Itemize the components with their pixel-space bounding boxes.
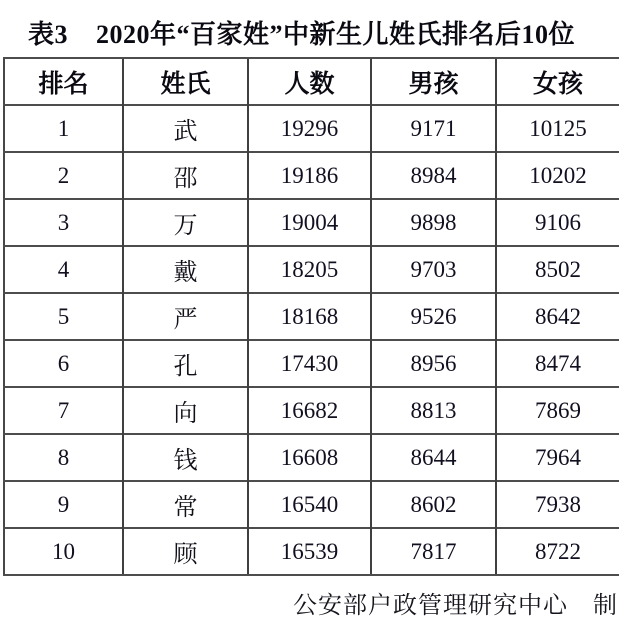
boys-cell: 7817	[371, 528, 496, 575]
girls-cell: 8722	[496, 528, 619, 575]
boys-cell: 8602	[371, 481, 496, 528]
boys-cell: 9526	[371, 293, 496, 340]
rank-cell: 1	[4, 105, 123, 152]
title-text: 2020年“百家姓”中新生儿姓氏排名后10位	[96, 20, 576, 49]
rank-cell: 6	[4, 340, 123, 387]
girls-cell: 7938	[496, 481, 619, 528]
header-boys: 男孩	[371, 58, 496, 105]
table-row	[4, 152, 619, 199]
surname-cell: 常	[123, 481, 248, 528]
surname-cell: 万	[123, 199, 248, 246]
girls-cell: 10125	[496, 105, 619, 152]
rank-cell: 8	[4, 434, 123, 481]
boys-cell: 8984	[371, 152, 496, 199]
surname-cell: 孔	[123, 340, 248, 387]
rank-cell: 9	[4, 481, 123, 528]
girls-cell: 8502	[496, 246, 619, 293]
surname-cell: 武	[123, 105, 248, 152]
total-cell: 16608	[248, 434, 371, 481]
surname-cell: 严	[123, 293, 248, 340]
girls-cell: 9106	[496, 199, 619, 246]
total-cell: 18168	[248, 293, 371, 340]
girls-cell: 10202	[496, 152, 619, 199]
total-cell: 16682	[248, 387, 371, 434]
girls-cell: 7964	[496, 434, 619, 481]
table-row	[4, 434, 619, 481]
table-row	[4, 528, 619, 575]
table-number-label: 表3	[28, 20, 69, 49]
rank-cell: 5	[4, 293, 123, 340]
boys-cell: 8813	[371, 387, 496, 434]
total-cell: 19004	[248, 199, 371, 246]
table-row	[4, 199, 619, 246]
boys-cell: 8644	[371, 434, 496, 481]
table-row	[4, 387, 619, 434]
total-cell: 19186	[248, 152, 371, 199]
rank-cell: 10	[4, 528, 123, 575]
surname-cell: 钱	[123, 434, 248, 481]
total-cell: 17430	[248, 340, 371, 387]
rank-cell: 3	[4, 199, 123, 246]
boys-cell: 9703	[371, 246, 496, 293]
table-row	[4, 293, 619, 340]
surname-cell: 顾	[123, 528, 248, 575]
total-cell: 16539	[248, 528, 371, 575]
girls-cell: 8642	[496, 293, 619, 340]
source-credit: 公安部户政管理研究中心 制	[293, 593, 618, 619]
rank-cell: 7	[4, 387, 123, 434]
surname-cell: 邵	[123, 152, 248, 199]
rank-cell: 2	[4, 152, 123, 199]
table-row	[4, 105, 619, 152]
header-total: 人数	[248, 58, 371, 105]
total-cell: 18205	[248, 246, 371, 293]
table-row	[4, 246, 619, 293]
page-title	[28, 14, 575, 51]
surname-cell: 戴	[123, 246, 248, 293]
boys-cell: 8956	[371, 340, 496, 387]
total-cell: 19296	[248, 105, 371, 152]
surname-ranking-table	[3, 57, 619, 576]
boys-cell: 9171	[371, 105, 496, 152]
boys-cell: 9898	[371, 199, 496, 246]
table-row	[4, 340, 619, 387]
header-rank: 排名	[4, 58, 123, 105]
rank-cell: 4	[4, 246, 123, 293]
header-girls: 女孩	[496, 58, 619, 105]
girls-cell: 7869	[496, 387, 619, 434]
table-row	[4, 481, 619, 528]
header-row	[4, 58, 619, 105]
header-surname: 姓氏	[123, 58, 248, 105]
girls-cell: 8474	[496, 340, 619, 387]
surname-cell: 向	[123, 387, 248, 434]
total-cell: 16540	[248, 481, 371, 528]
